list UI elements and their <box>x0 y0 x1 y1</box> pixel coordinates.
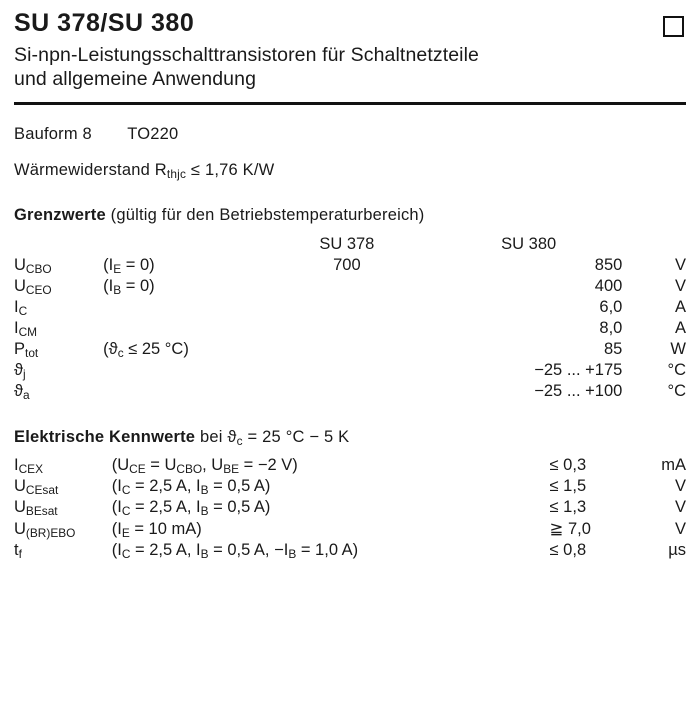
limits-unit: °C <box>667 382 686 400</box>
document-header <box>0 0 700 92</box>
limits-symbol-sub: CEO <box>25 283 52 298</box>
elec-unit: V <box>674 520 686 538</box>
limits-unit: A <box>674 298 686 316</box>
electrical-heading-suffix: = 25 °C − 5 K <box>242 428 350 446</box>
limits-cond-b: = 0) <box>121 277 155 295</box>
elec-cond-a: (I <box>111 541 122 559</box>
limits-value-su380: −25 ... +175 <box>534 361 623 379</box>
limits-header-su380: SU 380 <box>501 235 557 253</box>
elec-cond-sub1: E <box>121 526 130 541</box>
header-divider <box>14 102 686 105</box>
limits-value-su378 <box>259 381 435 402</box>
limits-symbol <box>14 360 103 381</box>
limits-symbol-main: U <box>14 277 26 295</box>
elec-cond-c: = 0,5 A, −I <box>208 541 289 559</box>
limits-symbol <box>14 339 103 360</box>
elec-condition <box>112 518 550 540</box>
limits-condition <box>103 381 259 402</box>
thermal-resistance-line <box>14 161 686 180</box>
package-label: Bauform 8 <box>14 125 92 143</box>
elec-cond-sub2: B <box>200 504 209 519</box>
elec-symbol-main: t <box>14 541 19 559</box>
elec-symbol-sub: f <box>18 547 22 562</box>
limits-symbol-sub: CM <box>18 325 38 340</box>
elec-symbol-sub: CEX <box>18 462 44 477</box>
limits-condition <box>103 255 259 276</box>
table-row <box>14 518 686 540</box>
limits-symbol-sub: a <box>23 388 30 403</box>
table-row <box>14 497 686 518</box>
limits-symbol <box>14 255 103 276</box>
elec-value: ≤ 1,5 <box>549 477 587 495</box>
limits-condition <box>103 276 259 297</box>
elec-value: ≤ 0,8 <box>549 541 587 559</box>
limits-value-su378 <box>259 318 435 339</box>
limits-value-su378 <box>259 339 435 360</box>
limits-symbol-main: I <box>14 319 19 337</box>
table-row <box>14 476 686 497</box>
elec-cond-c: = 0,5 A) <box>208 477 271 495</box>
limits-table <box>14 234 686 402</box>
elec-unit: V <box>674 477 686 495</box>
elec-cond-a: (I <box>111 477 122 495</box>
limits-unit: °C <box>667 361 686 379</box>
limits-unit: W <box>670 340 686 358</box>
title-row <box>14 10 686 38</box>
limits-symbol-main: P <box>14 340 26 358</box>
table-row <box>14 360 686 381</box>
limits-condition <box>103 318 259 339</box>
subtitle-line-2: und allgemeine Anwendung <box>14 68 257 91</box>
elec-cond-sub2: CBO <box>176 462 203 477</box>
elec-cond-b: = 10 mA) <box>129 520 202 538</box>
limits-value-su378: 700 <box>333 256 361 274</box>
limits-value-su380: 850 <box>594 256 623 274</box>
thermal-suffix: ≤ 1,76 K/W <box>186 161 275 179</box>
limits-cond-b: ≤ 25 °C) <box>123 340 189 358</box>
limits-header-condition <box>103 234 259 255</box>
elec-cond-a: (I <box>111 520 122 538</box>
elec-condition <box>112 455 550 476</box>
elec-cond-b: = 2,5 A, I <box>130 477 201 495</box>
limits-condition <box>103 339 259 360</box>
elec-symbol-main: U <box>14 520 26 538</box>
limits-symbol-sub: CBO <box>25 262 52 277</box>
elec-value: ≤ 1,3 <box>549 498 587 516</box>
elec-symbol <box>14 476 112 497</box>
limits-symbol <box>14 381 103 402</box>
limits-value-su380: −25 ... +100 <box>534 382 623 400</box>
package-line <box>14 125 686 144</box>
table-row <box>14 540 686 561</box>
table-row <box>14 255 686 276</box>
table-row <box>14 318 686 339</box>
electrical-heading-prefix: bei ϑ <box>195 428 237 446</box>
electrical-heading <box>14 428 686 447</box>
page-title: SU 378/SU 380 <box>14 9 195 37</box>
limits-table-header <box>14 234 686 255</box>
limits-condition <box>103 360 259 381</box>
elec-unit: µs <box>668 541 686 559</box>
limits-unit: V <box>674 277 686 295</box>
elec-symbol-main: U <box>14 498 26 516</box>
electrical-heading-sub: c <box>236 434 243 449</box>
limits-value-su378 <box>259 276 435 297</box>
elec-symbol-sub: BEsat <box>25 504 58 519</box>
elec-symbol <box>14 497 112 518</box>
elec-cond-c: = 0,5 A) <box>208 498 271 516</box>
elec-unit: V <box>674 498 686 516</box>
elec-symbol <box>14 540 112 561</box>
elec-symbol-sub: CEsat <box>25 483 59 498</box>
elec-cond-sub2: B <box>200 547 209 562</box>
elec-cond-d: = 1,0 A) <box>296 541 359 559</box>
limits-heading <box>14 206 686 225</box>
elec-cond-c: , U <box>202 456 224 474</box>
thermal-prefix: Wärmewiderstand R <box>14 161 167 179</box>
limits-cond-sub: c <box>117 346 124 361</box>
limits-cond-a: (I <box>103 256 114 274</box>
limits-symbol-main: ϑ <box>14 361 24 379</box>
elec-cond-sub1: C <box>121 483 131 498</box>
limits-cond-sub: B <box>113 283 122 298</box>
square-outline-icon <box>663 16 684 37</box>
limits-value-su378 <box>259 360 435 381</box>
elec-cond-a: (U <box>111 456 130 474</box>
elec-symbol-sub: (BR)EBO <box>25 526 76 541</box>
limits-value-su380: 6,0 <box>599 298 623 316</box>
package-value: TO220 <box>127 125 179 143</box>
elec-cond-sub1: C <box>121 547 131 562</box>
limits-value-su380: 8,0 <box>599 319 623 337</box>
electrical-heading-bold: Elektrische Kennwerte <box>14 428 196 446</box>
elec-symbol <box>14 455 112 476</box>
elec-value: ≧ 7,0 <box>549 520 591 538</box>
limits-symbol <box>14 297 103 318</box>
limits-cond-a: (I <box>103 277 114 295</box>
elec-unit: mA <box>661 456 686 474</box>
limits-value-su380: 85 <box>603 340 623 358</box>
table-row <box>14 297 686 318</box>
limits-condition <box>103 297 259 318</box>
elec-symbol-main: I <box>14 456 19 474</box>
limits-header-symbol <box>14 234 103 255</box>
thermal-subscript: thjc <box>166 167 187 182</box>
limits-unit: V <box>674 256 686 274</box>
limits-symbol <box>14 318 103 339</box>
table-row <box>14 276 686 297</box>
limits-symbol-main: U <box>14 256 26 274</box>
elec-cond-sub1: CE <box>129 462 146 477</box>
elec-cond-sub3: BE <box>223 462 240 477</box>
elec-cond-a: (I <box>111 498 122 516</box>
subtitle-line-1: Si-npn-Leistungsschalttransistoren für Schaltnetzteile <box>14 43 479 66</box>
elec-cond-b: = 2,5 A, I <box>130 541 201 559</box>
limits-value-su380: 400 <box>594 277 623 295</box>
limits-symbol-sub: C <box>18 304 28 319</box>
elec-symbol <box>14 518 112 540</box>
table-row <box>14 339 686 360</box>
elec-cond-sub1: C <box>121 504 131 519</box>
table-row <box>14 455 686 476</box>
limits-symbol-sub: j <box>23 367 26 382</box>
limits-header-su378: SU 378 <box>319 235 375 253</box>
elec-cond-d: = −2 V) <box>239 456 298 474</box>
limits-heading-bold: Grenzwerte <box>14 206 106 224</box>
limits-cond-a: (ϑ <box>103 340 118 358</box>
document-body <box>0 125 700 561</box>
elec-condition <box>112 540 550 561</box>
elec-cond-b: = 2,5 A, I <box>130 498 201 516</box>
electrical-table <box>14 455 686 561</box>
limits-heading-rest: (gültig für den Betriebstemperaturbereich) <box>105 206 425 224</box>
limits-symbol <box>14 276 103 297</box>
elec-condition <box>112 476 550 497</box>
document-subtitle <box>14 43 686 93</box>
elec-symbol-main: U <box>14 477 26 495</box>
elec-cond-sub3: B <box>288 547 297 562</box>
elec-value: ≤ 0,3 <box>549 456 587 474</box>
limits-symbol-main: ϑ <box>14 382 24 400</box>
limits-symbol-main: I <box>14 298 19 316</box>
limits-cond-sub: E <box>113 262 122 277</box>
limits-value-su378 <box>259 297 435 318</box>
elec-cond-b: = U <box>145 456 177 474</box>
table-row <box>14 381 686 402</box>
limits-unit: A <box>674 319 686 337</box>
elec-condition <box>112 497 550 518</box>
limits-header-unit <box>640 234 686 255</box>
elec-cond-sub2: B <box>200 483 209 498</box>
limits-cond-b: = 0) <box>121 256 155 274</box>
limits-symbol-sub: tot <box>25 346 39 361</box>
